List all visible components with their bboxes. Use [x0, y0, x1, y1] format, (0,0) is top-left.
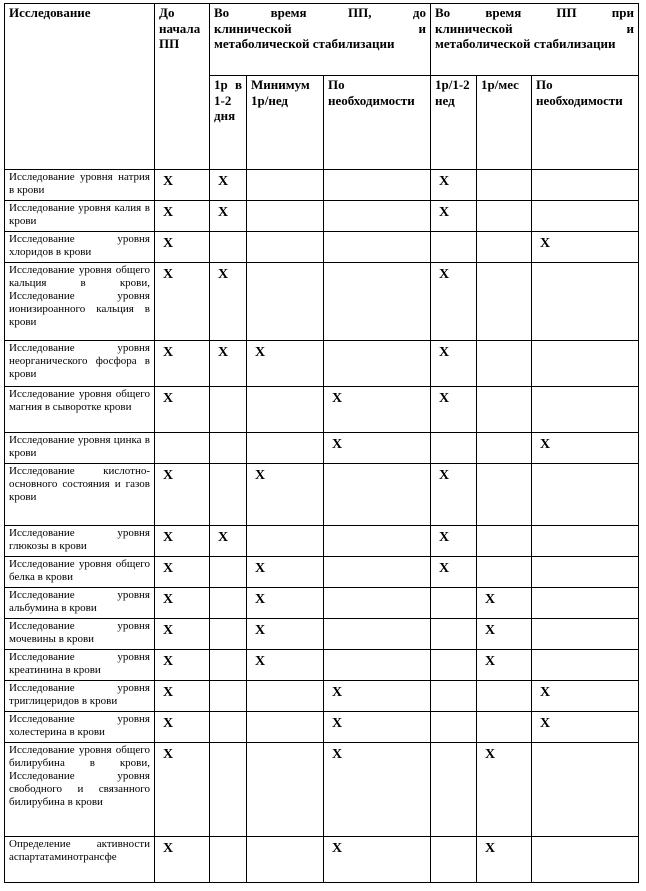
mark-cell: X — [324, 433, 431, 464]
mark-cell: X — [210, 341, 247, 387]
mark-cell — [477, 232, 532, 263]
row-research-name: Исследование уровня калия в крови — [5, 201, 155, 232]
table-body — [5, 170, 639, 883]
mark-cell — [210, 650, 247, 681]
mark-cell — [532, 588, 639, 619]
table-row — [5, 837, 639, 883]
mark-cell: X — [247, 557, 324, 588]
mark-cell: X — [324, 837, 431, 883]
mark-cell — [210, 681, 247, 712]
mark-cell — [431, 619, 477, 650]
mark-cell: X — [477, 837, 532, 883]
row-research-name: Исследование уровня глюкозы в крови — [5, 526, 155, 557]
mark-cell — [431, 837, 477, 883]
row-research-name: Исследование уровня неорганического фосфора в крови — [5, 341, 155, 387]
mark-cell: X — [155, 464, 210, 526]
mark-cell — [210, 464, 247, 526]
mark-cell — [477, 526, 532, 557]
mark-cell: X — [431, 526, 477, 557]
mark-cell — [431, 681, 477, 712]
mark-cell — [210, 712, 247, 743]
mark-cell — [210, 619, 247, 650]
table-row — [5, 712, 639, 743]
row-research-name: Исследование уровня общего магния в сыворотке крови — [5, 387, 155, 433]
mark-cell — [247, 712, 324, 743]
mark-cell: X — [155, 232, 210, 263]
mark-cell — [532, 650, 639, 681]
table-row — [5, 619, 639, 650]
mark-cell — [477, 387, 532, 433]
mark-cell — [247, 433, 324, 464]
mark-cell — [324, 263, 431, 341]
mark-cell — [477, 263, 532, 341]
mark-cell — [477, 341, 532, 387]
mark-cell: X — [247, 588, 324, 619]
row-research-name: Исследование уровня общего билирубина в крови, Исследование уровня свободного и связанного билирубина в крови — [5, 743, 155, 837]
mark-cell — [532, 526, 639, 557]
mark-cell — [477, 464, 532, 526]
mark-cell — [324, 341, 431, 387]
mark-cell — [477, 201, 532, 232]
mark-cell: X — [210, 263, 247, 341]
mark-cell: X — [247, 341, 324, 387]
row-research-name: Исследование уровня натрия в крови — [5, 170, 155, 201]
mark-cell — [247, 837, 324, 883]
table-row — [5, 387, 639, 433]
table-row — [5, 743, 639, 837]
mark-cell — [431, 588, 477, 619]
mark-cell: X — [431, 263, 477, 341]
table-row — [5, 263, 639, 341]
mark-cell — [324, 464, 431, 526]
mark-cell — [431, 433, 477, 464]
mark-cell: X — [532, 712, 639, 743]
subheader-min-1r-week: Минимум 1р/нед — [247, 76, 324, 170]
mark-cell: X — [324, 387, 431, 433]
mark-cell — [324, 588, 431, 619]
mark-cell: X — [155, 743, 210, 837]
mark-cell — [210, 387, 247, 433]
mark-cell — [247, 170, 324, 201]
mark-cell — [247, 526, 324, 557]
mark-cell — [247, 681, 324, 712]
mark-cell: X — [532, 681, 639, 712]
subheader-1r-1-2-days: 1р в 1-2 дня — [210, 76, 247, 170]
mark-cell: X — [155, 263, 210, 341]
row-research-name: Исследование уровня хлоридов в крови — [5, 232, 155, 263]
mark-cell: X — [155, 650, 210, 681]
mark-cell: X — [431, 201, 477, 232]
mark-cell — [210, 557, 247, 588]
row-research-name: Исследование уровня общего белка в крови — [5, 557, 155, 588]
table-row — [5, 433, 639, 464]
mark-cell — [210, 743, 247, 837]
table-row — [5, 341, 639, 387]
mark-cell: X — [155, 619, 210, 650]
mark-cell — [247, 387, 324, 433]
mark-cell — [431, 743, 477, 837]
subheader-as-needed-during: По необходимости — [324, 76, 431, 170]
monitoring-table — [4, 3, 639, 883]
mark-cell — [247, 201, 324, 232]
mark-cell — [431, 232, 477, 263]
row-research-name: Исследование уровня общего кальция в крови, Исследование уровня ионизироанного кальция в крови — [5, 263, 155, 341]
header-research: Исследование — [5, 4, 155, 170]
mark-cell — [532, 263, 639, 341]
mark-cell — [324, 557, 431, 588]
mark-cell — [324, 619, 431, 650]
mark-cell: X — [431, 557, 477, 588]
mark-cell — [532, 837, 639, 883]
mark-cell: X — [431, 170, 477, 201]
mark-cell: X — [155, 557, 210, 588]
mark-cell — [431, 712, 477, 743]
row-research-name: Исследование уровня креатинина в крови — [5, 650, 155, 681]
mark-cell: X — [477, 650, 532, 681]
row-research-name: Исследование уровня альбумина в крови — [5, 588, 155, 619]
mark-cell — [532, 464, 639, 526]
mark-cell — [324, 201, 431, 232]
mark-cell: X — [155, 170, 210, 201]
table-row — [5, 232, 639, 263]
subheader-as-needed-after: По необходимости — [532, 76, 639, 170]
mark-cell: X — [155, 387, 210, 433]
mark-cell: X — [210, 526, 247, 557]
table-row — [5, 170, 639, 201]
row-research-name: Исследование уровня цинка в крови — [5, 433, 155, 464]
mark-cell — [324, 170, 431, 201]
mark-cell — [210, 837, 247, 883]
mark-cell: X — [210, 170, 247, 201]
mark-cell — [477, 433, 532, 464]
row-research-name: Исследование уровня мочевины в крови — [5, 619, 155, 650]
mark-cell: X — [155, 201, 210, 232]
header-during-stabilization: Во время ПП, до клинической и метаболической стабилизации — [210, 4, 431, 76]
table-row — [5, 526, 639, 557]
mark-cell: X — [210, 201, 247, 232]
mark-cell — [247, 743, 324, 837]
mark-cell — [532, 619, 639, 650]
mark-cell: X — [155, 341, 210, 387]
mark-cell — [477, 557, 532, 588]
mark-cell — [532, 743, 639, 837]
mark-cell: X — [431, 341, 477, 387]
subheader-1r-month: 1р/мес — [477, 76, 532, 170]
mark-cell: X — [155, 681, 210, 712]
mark-cell — [477, 712, 532, 743]
table-row — [5, 588, 639, 619]
mark-cell — [210, 433, 247, 464]
mark-cell: X — [247, 619, 324, 650]
table-row — [5, 681, 639, 712]
mark-cell — [324, 650, 431, 681]
mark-cell — [532, 201, 639, 232]
mark-cell — [477, 170, 532, 201]
mark-cell: X — [247, 464, 324, 526]
table-row — [5, 557, 639, 588]
mark-cell — [210, 588, 247, 619]
mark-cell: X — [532, 433, 639, 464]
header-after-stabilization: Во время ПП при клинической и метаболической стабилизации — [431, 4, 639, 76]
mark-cell: X — [155, 526, 210, 557]
mark-cell — [532, 170, 639, 201]
mark-cell: X — [155, 837, 210, 883]
mark-cell: X — [324, 681, 431, 712]
row-research-name: Исследование уровня холестерина в крови — [5, 712, 155, 743]
mark-cell: X — [247, 650, 324, 681]
row-research-name: Определение активности аспартатаминотрансфе — [5, 837, 155, 883]
mark-cell: X — [431, 464, 477, 526]
table-row — [5, 650, 639, 681]
subheader-1r-1-2-week: 1р/1-2 нед — [431, 76, 477, 170]
mark-cell: X — [477, 619, 532, 650]
mark-cell — [431, 650, 477, 681]
mark-cell: X — [431, 387, 477, 433]
mark-cell — [155, 433, 210, 464]
mark-cell — [477, 681, 532, 712]
mark-cell — [210, 232, 247, 263]
mark-cell — [247, 263, 324, 341]
mark-cell: X — [155, 588, 210, 619]
mark-cell — [324, 526, 431, 557]
mark-cell — [247, 232, 324, 263]
header-before-pp: До начала ПП — [155, 4, 210, 170]
mark-cell — [532, 387, 639, 433]
mark-cell: X — [477, 588, 532, 619]
mark-cell: X — [477, 743, 532, 837]
mark-cell: X — [324, 743, 431, 837]
row-research-name: Исследование уровня триглицеридов в крови — [5, 681, 155, 712]
mark-cell — [532, 341, 639, 387]
table-row — [5, 464, 639, 526]
mark-cell: X — [532, 232, 639, 263]
mark-cell: X — [155, 712, 210, 743]
row-research-name: Исследование кислотно-основного состояния и газов крови — [5, 464, 155, 526]
table-row — [5, 201, 639, 232]
mark-cell: X — [324, 712, 431, 743]
mark-cell — [532, 557, 639, 588]
mark-cell — [324, 232, 431, 263]
